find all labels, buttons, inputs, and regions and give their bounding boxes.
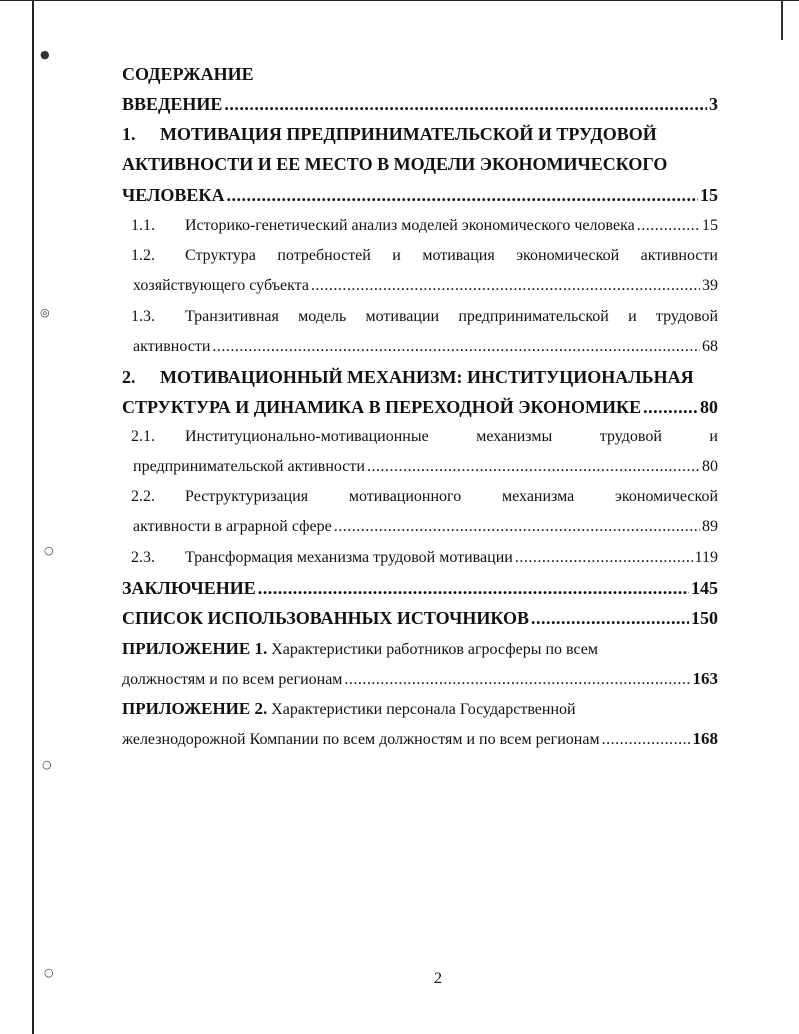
toc-section-2-1[interactable] xyxy=(131,428,718,446)
dot-leader xyxy=(311,277,700,295)
entry-page: 80 xyxy=(700,397,718,417)
entry-page: 15 xyxy=(702,217,718,234)
binding-hole-mark: ◎ xyxy=(40,306,50,319)
appendix-title-line: Характеристики работников агросферы по всем xyxy=(271,641,598,658)
entry-page: 3 xyxy=(709,94,718,114)
toc-section-1-2[interactable] xyxy=(131,247,718,265)
appendix-label: ПРИЛОЖЕНИЕ 1. xyxy=(122,639,268,658)
binding-hole-mark: ○ xyxy=(44,966,54,979)
chapter-title-line: АКТИВНОСТИ И ЕЕ МЕСТО В МОДЕЛИ ЭКОНОМИЧЕСКОГО xyxy=(122,154,668,174)
toc-appendix-1[interactable] xyxy=(122,639,718,659)
dot-leader xyxy=(226,185,698,206)
chapter-title-line: МОТИВАЦИОННЫЙ МЕХАНИЗМ: ИНСТИТУЦИОНАЛЬНАЯ xyxy=(160,367,694,387)
toc-section-2-3[interactable] xyxy=(131,549,718,567)
chapter-title-line: ЧЕЛОВЕКА xyxy=(122,185,225,205)
section-title-line: Реструктуризация мотивационного механизма экономической xyxy=(185,488,718,505)
section-number: 1.3. xyxy=(131,308,155,325)
section-number: 2.2. xyxy=(131,488,155,505)
page-edge-right xyxy=(781,0,783,40)
section-title-line: Транзитивная модель мотивации предпринимательской и трудовой xyxy=(185,308,718,325)
section-title-line: хозяйствующего субъекта xyxy=(133,277,309,294)
dot-leader xyxy=(643,397,698,418)
section-title-line: Структура потребностей и мотивация экономической активности xyxy=(185,247,718,264)
section-title-line: Институционально-мотивационные механизмы трудовой и xyxy=(185,428,718,445)
entry-page: 68 xyxy=(702,338,718,355)
chapter-title-line: СТРУКТУРА И ДИНАМИКА В ПЕРЕХОДНОЙ ЭКОНОМИКЕ xyxy=(122,397,642,417)
binding-hole-mark: ● xyxy=(40,48,50,61)
dot-leader xyxy=(212,338,700,356)
binding-hole-mark: ○ xyxy=(42,758,52,771)
dot-leader xyxy=(334,518,700,536)
toc-section-1-2-line-2 xyxy=(133,277,718,295)
entry-label: ВВЕДЕНИЕ xyxy=(122,94,223,114)
toc-section-1-3[interactable] xyxy=(131,308,718,326)
page-edge-left xyxy=(32,0,34,1034)
entry-page: 119 xyxy=(694,549,718,566)
appendix-title-line: должностям и по всем регионам xyxy=(122,671,343,688)
dot-leader xyxy=(531,608,689,629)
entry-label: ЗАКЛЮЧЕНИЕ xyxy=(122,578,256,598)
toc-appendix-1-line-2 xyxy=(122,669,718,689)
page-number: 2 xyxy=(434,970,442,987)
dot-leader xyxy=(344,671,690,689)
toc-chapter-1[interactable] xyxy=(122,124,718,145)
toc-appendix-2-line-2 xyxy=(122,729,718,749)
dot-leader xyxy=(367,458,700,476)
section-number: 2.1. xyxy=(131,428,155,445)
dot-leader xyxy=(258,578,689,599)
section-number: 2.3. xyxy=(131,549,155,566)
toc-chapter-2-line-2 xyxy=(122,397,718,418)
entry-page: 168 xyxy=(692,729,718,748)
chapter-title-line: МОТИВАЦИЯ ПРЕДПРИНИМАТЕЛЬСКОЙ И ТРУДОВОЙ xyxy=(160,124,657,144)
dot-leader xyxy=(637,217,700,235)
chapter-number: 1. xyxy=(122,124,136,144)
binding-hole-mark: ○ xyxy=(44,544,54,557)
chapter-number: 2. xyxy=(122,367,136,387)
section-number: 1.2. xyxy=(131,247,155,264)
toc-entry-conclusion[interactable] xyxy=(122,578,718,599)
entry-page: 89 xyxy=(702,518,718,535)
section-title-line: активности в аграрной сфере xyxy=(133,518,332,535)
toc-section-1-1[interactable] xyxy=(131,217,718,235)
toc-chapter-2[interactable] xyxy=(122,367,718,388)
entry-page: 163 xyxy=(692,669,718,688)
dot-leader xyxy=(515,549,693,567)
section-title-line: Историко-генетический анализ моделей экономического человека xyxy=(185,217,635,234)
toc-entry-intro[interactable] xyxy=(122,94,718,115)
entry-page: 150 xyxy=(691,608,718,628)
section-number: 1.1. xyxy=(131,217,155,234)
appendix-title-line: железнодорожной Компании по всем должностям и по всем регионам xyxy=(122,731,600,748)
entry-page: 39 xyxy=(702,277,718,294)
toc-chapter-1-line-2 xyxy=(122,154,718,175)
entry-label: СПИСОК ИСПОЛЬЗОВАННЫХ ИСТОЧНИКОВ xyxy=(122,608,529,628)
dot-leader xyxy=(602,731,691,749)
appendix-label: ПРИЛОЖЕНИЕ 2. xyxy=(122,699,268,718)
toc-section-1-3-line-2 xyxy=(133,338,718,356)
entry-page: 15 xyxy=(700,185,718,205)
toc-section-2-2[interactable] xyxy=(131,488,718,506)
appendix-title-line: Характеристики персонала Государственной xyxy=(271,701,576,718)
dot-leader xyxy=(224,94,707,115)
entry-page: 145 xyxy=(691,578,718,598)
toc-section-2-2-line-2 xyxy=(133,518,718,536)
toc-title: СОДЕРЖАНИЕ xyxy=(122,64,254,84)
entry-page: 80 xyxy=(702,458,718,475)
toc-appendix-2[interactable] xyxy=(122,699,718,719)
section-title-line: предпринимательской активности xyxy=(133,458,365,475)
section-title-line: Трансформация механизма трудовой мотивации xyxy=(185,549,513,566)
section-title-line: активности xyxy=(133,338,211,355)
page-edge-top xyxy=(0,0,799,1)
toc-entry-sources[interactable] xyxy=(122,608,718,629)
toc-chapter-1-line-3 xyxy=(122,185,718,206)
toc-section-2-1-line-2 xyxy=(133,458,718,476)
